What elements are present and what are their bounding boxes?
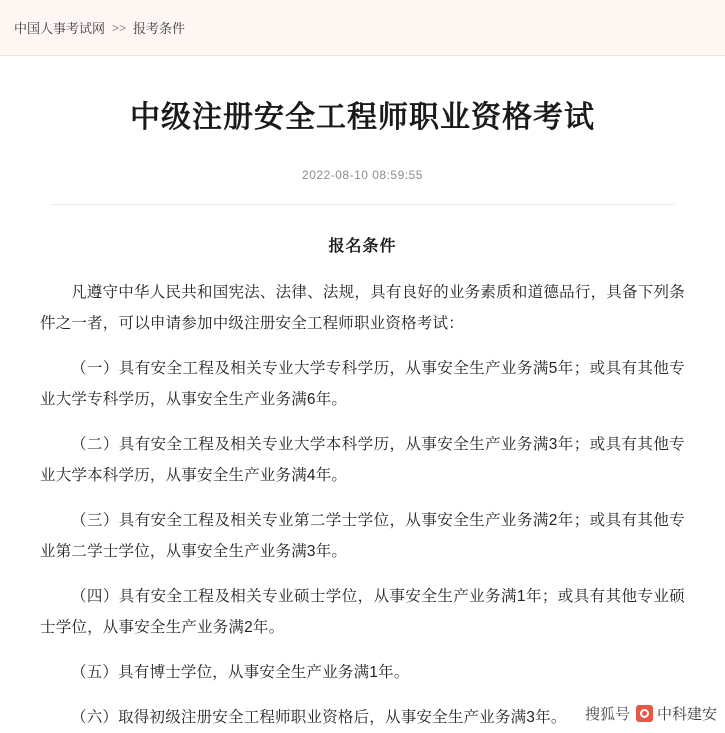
breadcrumb	[0, 0, 725, 56]
watermark-prefix: 搜狐号	[584, 706, 630, 723]
meta-divider	[50, 204, 675, 205]
breadcrumb-site-link[interactable]: 中国人事考试网	[14, 21, 106, 36]
paragraph-condition-3: （三）具有安全工程及相关专业第二学士学位，从事安全生产业务满2年；或具有其他专业第二学士学位，从事安全生产业务满3年。	[40, 511, 685, 560]
article-container	[0, 96, 725, 733]
article-body	[40, 231, 685, 733]
paragraph-condition-2: （二）具有安全工程及相关专业大学本科学历，从事安全生产业务满3年；或具有其他专业大学本科学历，从事安全生产业务满4年。	[40, 435, 685, 484]
paragraph-condition-1: （一）具有安全工程及相关专业大学专科学历，从事安全生产业务满5年；或具有其他专业大学专科学历，从事安全生产业务满6年。	[40, 359, 685, 408]
breadcrumb-current: 报考条件	[133, 21, 186, 36]
paragraph-condition-4: （四）具有安全工程及相关专业硕士学位，从事安全生产业务满1年；或具有其他专业硕士学位，从事安全生产业务满2年。	[40, 587, 685, 636]
watermark-brand: 中科建安	[656, 706, 717, 723]
breadcrumb-separator: >>	[112, 20, 127, 35]
watermark	[585, 703, 717, 724]
paragraph-intro: 凡遵守中华人民共和国宪法、法律、法规，具有良好的业务素质和道德品行，具备下列条件之一者，可以申请参加中级注册安全工程师职业资格考试：	[40, 283, 685, 332]
section-heading: 报名条件	[328, 237, 397, 255]
paragraph-condition-6: （六）取得初级注册安全工程师职业资格后，从事安全生产业务满3年。	[71, 708, 567, 726]
page-title: 中级注册安全工程师职业资格考试	[130, 101, 595, 134]
article-timestamp: 2022-08-10 08:59:55	[302, 167, 423, 182]
paragraph-condition-5: （五）具有博士学位，从事安全生产业务满1年。	[71, 663, 410, 681]
sohu-logo-icon	[636, 705, 653, 722]
